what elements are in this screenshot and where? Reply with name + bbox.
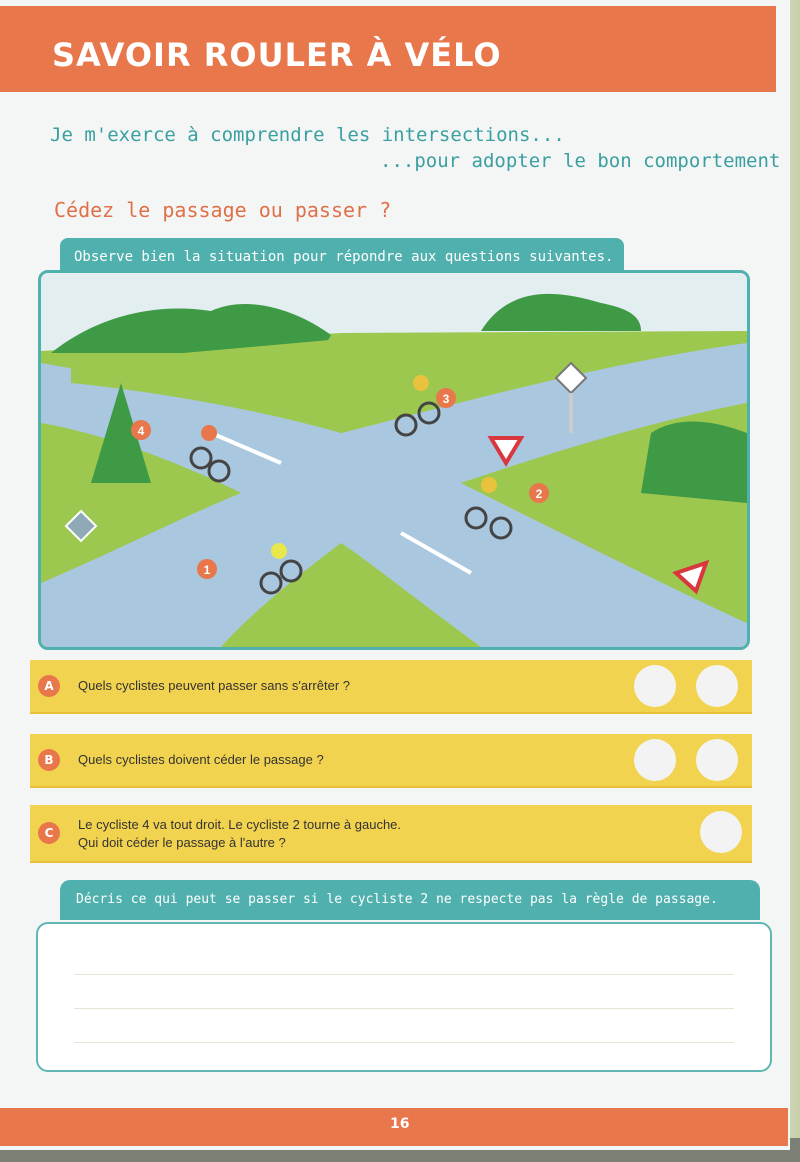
footer-bar [0, 1108, 788, 1146]
svg-text:1: 1 [203, 563, 211, 577]
sign-pole [569, 393, 573, 433]
answer-circle-c1[interactable] [700, 811, 742, 853]
title-bar [0, 6, 776, 92]
section-title: Cédez le passage ou passer ? [54, 198, 392, 222]
badge-4 [131, 420, 151, 440]
question-text-a: Quels cyclistes peuvent passer sans s'arrêter ? [78, 678, 350, 693]
badge-1 [197, 559, 217, 579]
cyclist-3 [413, 375, 429, 391]
answer-box[interactable] [36, 922, 772, 1072]
page-title: SAVOIR ROULER À VÉLO [52, 36, 502, 74]
question-text-b: Quels cyclistes doivent céder le passage ? [78, 752, 324, 767]
observe-label: Observe bien la situation pour répondre aux questions suivantes. [60, 238, 624, 276]
question-b [30, 734, 752, 786]
answer-line-1 [74, 974, 734, 975]
badge-2 [529, 483, 549, 503]
page-number: 16 [390, 1116, 410, 1132]
cyclist-2 [481, 477, 497, 493]
answer-circle-b1[interactable] [634, 739, 676, 781]
describe-label: Décris ce qui peut se passer si le cycliste 2 ne respecte pas la règle de passage. [60, 880, 760, 920]
svg-text:3: 3 [442, 392, 450, 406]
cyclist-1 [271, 543, 287, 559]
cyclist-4 [201, 425, 217, 441]
answer-line-2 [74, 1008, 734, 1009]
answer-circle-b2[interactable] [696, 739, 738, 781]
intersection-scene [41, 273, 747, 647]
intro-line-1: Je m'exerce à comprendre les intersections... [50, 124, 565, 146]
question-text-c-2: Qui doit céder le passage à l'autre ? [78, 835, 286, 850]
answer-circle-a2[interactable] [696, 665, 738, 707]
question-a [30, 660, 752, 712]
answer-line-3 [74, 1042, 734, 1043]
svg-text:2: 2 [535, 487, 543, 501]
answer-circle-a1[interactable] [634, 665, 676, 707]
bushes-far-right [641, 421, 747, 503]
intro-line-2: ...pour adopter le bon comportement [380, 150, 781, 172]
question-letter-c: C [38, 822, 60, 844]
svg-text:4: 4 [137, 424, 145, 438]
question-c [30, 805, 752, 861]
intersection-illustration [38, 270, 750, 650]
question-letter-b: B [38, 749, 60, 771]
badge-3 [436, 388, 456, 408]
question-letter-a: A [38, 675, 60, 697]
question-text-c-1: Le cycliste 4 va tout droit. Le cycliste 2 tourne à gauche. [78, 817, 402, 832]
